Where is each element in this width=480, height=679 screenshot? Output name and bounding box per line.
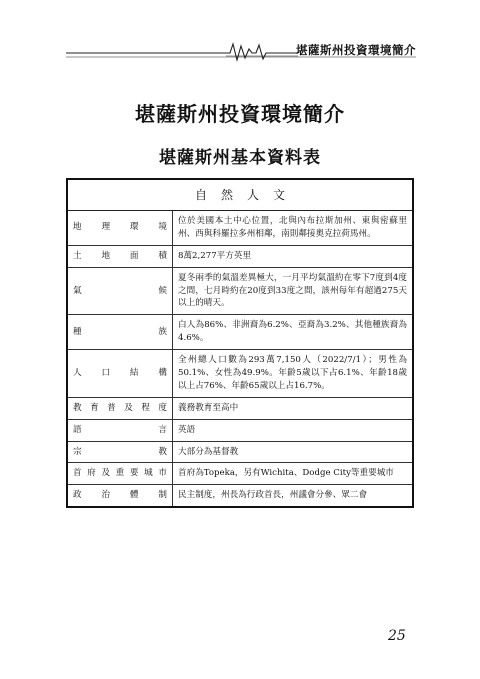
row-label-text <box>73 424 167 437</box>
table-row <box>67 245 413 267</box>
table-heading: 自然人文 <box>67 179 413 211</box>
running-header-title: 堪薩斯州投資環境簡介 <box>296 43 416 57</box>
row-value: 白人為86%、非洲裔為6.2%、亞裔為3.2%、其他種族裔為4.6%。 <box>173 315 414 350</box>
table-row <box>67 350 413 398</box>
label-char: 土 <box>73 250 82 261</box>
table-heading-row <box>67 179 413 211</box>
label-char: 育 <box>90 402 99 413</box>
row-label-text <box>73 467 167 480</box>
table-row <box>67 267 413 315</box>
row-label <box>67 350 173 398</box>
row-value: 夏冬兩季的氣溫差異極大，一月平均氣溫約在零下7度到4度之間，七月時約在20度到33度之間，該州每年有超過275天以上的晴天。 <box>173 267 414 315</box>
label-char: 及 <box>101 468 111 479</box>
page-title: 堪薩斯州投資環境簡介 <box>135 102 345 126</box>
label-char: 地 <box>101 250 111 261</box>
row-value: 義務教育至高中 <box>173 397 414 419</box>
table-row <box>67 397 413 419</box>
label-char: 理 <box>101 222 111 233</box>
row-value: 大部分為基督教 <box>173 441 414 463</box>
table-row <box>67 463 413 485</box>
label-char: 重 <box>115 468 125 479</box>
label-char: 氣 <box>73 285 82 296</box>
label-char: 度 <box>158 402 167 413</box>
row-label <box>67 315 173 350</box>
label-char: 首 <box>73 468 82 479</box>
label-char: 程 <box>141 402 150 413</box>
label-char: 語 <box>73 424 82 435</box>
row-label <box>67 485 173 507</box>
row-label-text <box>73 402 167 415</box>
label-char: 積 <box>158 250 167 261</box>
row-label <box>67 245 173 267</box>
label-char: 人 <box>73 368 82 379</box>
row-label <box>67 211 173 246</box>
row-label-text <box>73 367 167 380</box>
row-value: 全州總人口數為293萬7,150人（2022/7/1）；男性為50.1%、女性為49.9%。年齡5歲以下占6.1%、年齡18歲以上占76%、年齡65歲以上占16.7%。 <box>173 350 414 398</box>
label-char: 市 <box>158 468 167 479</box>
label-char: 宗 <box>73 446 82 457</box>
table-row <box>67 315 413 350</box>
label-char: 結 <box>129 368 139 379</box>
label-char: 面 <box>129 250 139 261</box>
label-char: 言 <box>158 424 167 435</box>
table-row <box>67 211 413 246</box>
label-char: 要 <box>129 468 139 479</box>
label-char: 體 <box>129 490 139 501</box>
label-char: 環 <box>129 222 139 233</box>
row-value: 首府為Topeka，另有Wichita、Dodge City等重要城市 <box>173 463 414 485</box>
label-char: 種 <box>73 326 82 337</box>
row-label <box>67 267 173 315</box>
page-number: 25 <box>388 628 406 644</box>
label-char: 及 <box>124 402 133 413</box>
table-row <box>67 419 413 441</box>
row-label <box>67 463 173 485</box>
row-value: 8萬2,277平方英里 <box>173 245 414 267</box>
row-label <box>67 397 173 419</box>
label-char: 族 <box>158 326 167 337</box>
basic-data-table <box>66 178 414 508</box>
row-label-text <box>73 326 167 339</box>
label-char: 普 <box>107 402 116 413</box>
table-row <box>67 485 413 507</box>
table-row <box>67 441 413 463</box>
label-char: 政 <box>73 490 82 501</box>
running-header <box>66 40 416 62</box>
row-label <box>67 441 173 463</box>
label-char: 口 <box>101 368 111 379</box>
label-char: 府 <box>87 468 96 479</box>
table-title: 堪薩斯州基本資料表 <box>159 148 321 168</box>
row-label-text <box>73 489 167 502</box>
row-value: 民主制度，州長為行政首長，州議會分參、眾二會 <box>173 485 414 507</box>
row-label <box>67 419 173 441</box>
row-value: 英語 <box>173 419 414 441</box>
row-label-text <box>73 250 167 263</box>
label-char: 教 <box>73 402 82 413</box>
row-label-text <box>73 285 167 298</box>
row-value: 位於美國本土中心位置，北與內布拉斯加州、東與密蘇里州、西與科羅拉多州相鄰，南則鄰接奧克拉荷馬州。 <box>173 211 414 246</box>
row-label-text <box>73 221 167 234</box>
label-char: 境 <box>158 222 167 233</box>
row-label-text <box>73 446 167 459</box>
label-char: 構 <box>158 368 167 379</box>
label-char: 候 <box>158 285 167 296</box>
label-char: 治 <box>101 490 111 501</box>
label-char: 制 <box>158 490 167 501</box>
label-char: 教 <box>158 446 167 457</box>
label-char: 地 <box>73 222 82 233</box>
label-char: 城 <box>144 468 153 479</box>
